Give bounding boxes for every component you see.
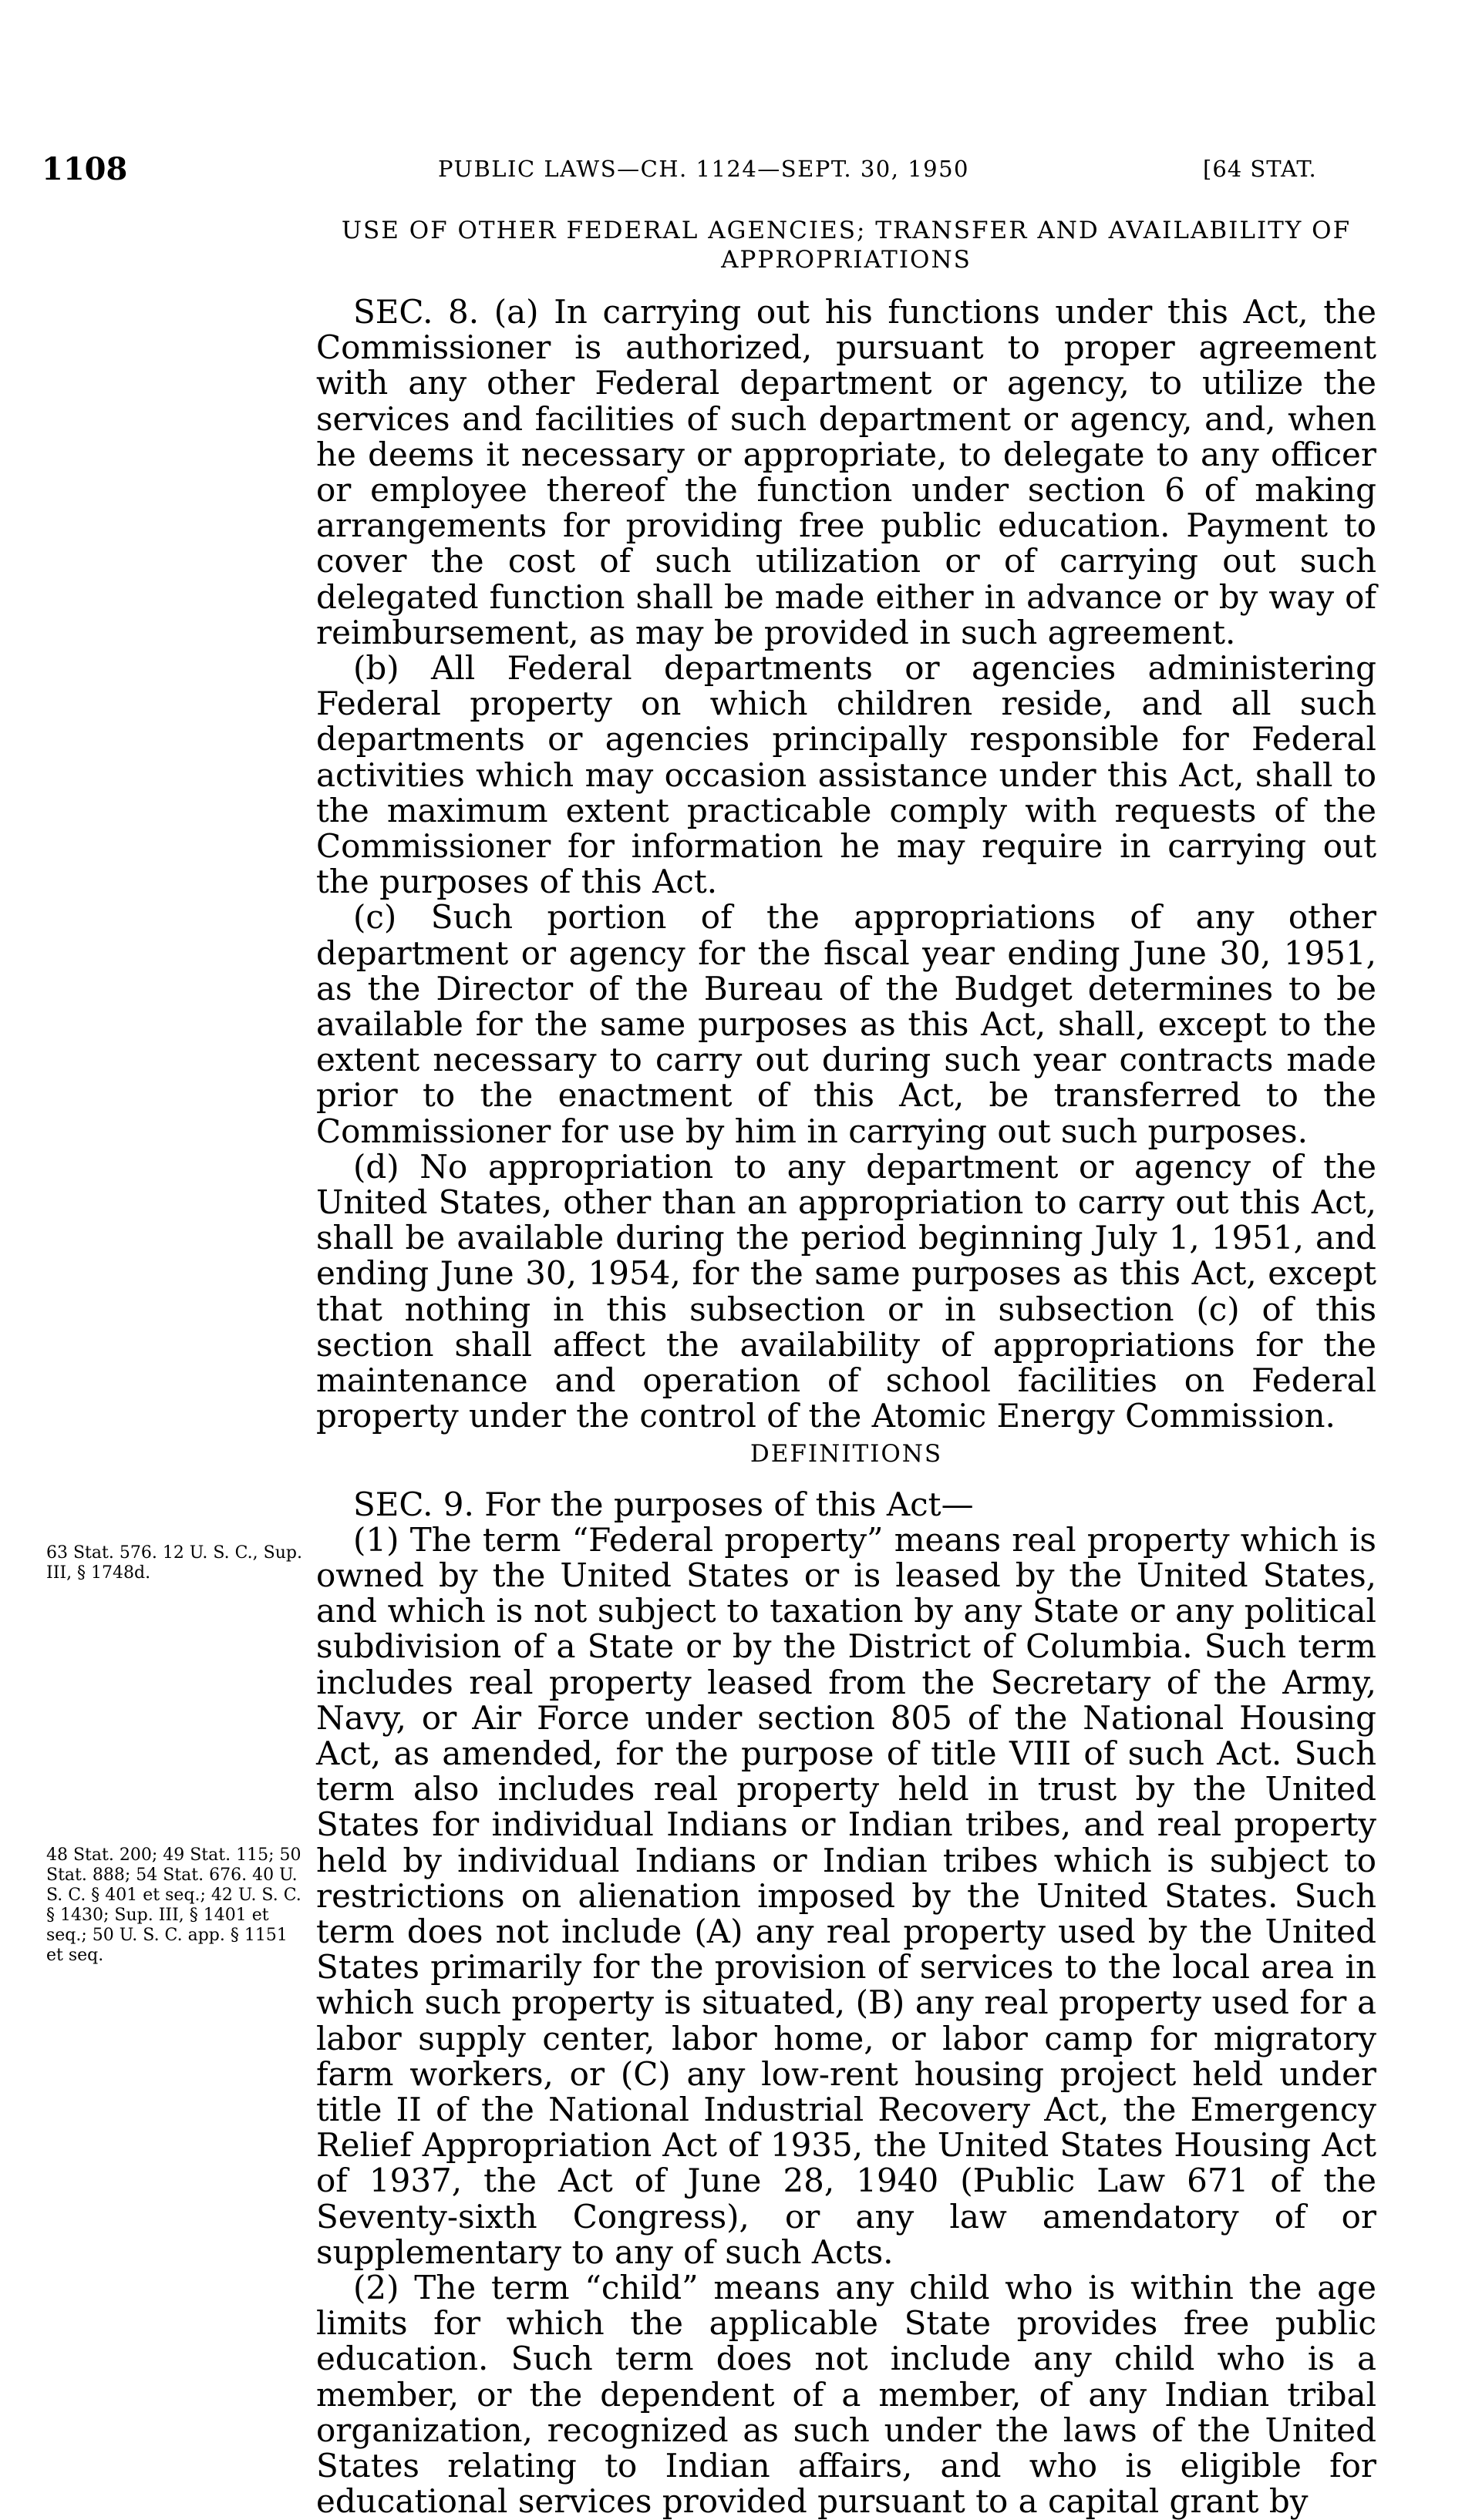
- sec9-definition-child: (2) The term “child” means any child who is within the age limits for which the applicable State provides free public education. Such term does not include any child who is a member, or the dependent of a member, of any Indian tribal organization, recognized as such under the laws of the United States relating to Indian affairs, and who is eligible for educational services provided pursuant to a capital grant by: [316, 2268, 1376, 2520]
- sec9-definition-federal-property: (1) The term “Federal property” means real property which is owned by the United States or is leased by the United States, and which is not subject to taxation by any State or any political subdivision of a State or by the District of Columbia. Such term includes real property leased from the Secretary of the Army, Navy, or Air Force under section 805 of the National Housing Act, as amended, for the purpose of title VIII of such Act. Such term also includes real property held in trust by the United States for individual Indians or Indian tribes, and real property held by individual Indians or Indian tribes which is subject to restrictions on alienation imposed by the United States. Such term does not include (A) any real property used by the United States primarily for the provision of services to the local area in which such property is situated, (B) any real property used for a labor supply center, labor home, or labor camp for migratory farm workers, or (C) any low-rent housing project held under title II of the National Industrial Recovery Act, the Emergency Relief Appropriation Act of 1935, the United States Housing Act of 1937, the Act of June 28, 1940 (Public Law 671 of the Seventy-sixth Congress), or any law amendatory of or supplementary to any of such Acts.: [316, 1520, 1376, 2271]
- sec8-paragraph-c: (c) Such portion of the appropriations of any other department or agency for the fiscal year ending June 30, 1951, as the Director of the Bureau of the Budget determines to be available for the same purposes as this Act, shall, except to the extent necessary to carry out during such year contracts made prior to the enactment of this Act, be transferred to the Commissioner for use by him in carrying out such purposes.: [316, 898, 1376, 1150]
- page-number: 1108: [42, 151, 128, 187]
- section-heading-use-of-other-agencies: USE OF OTHER FEDERAL AGENCIES; TRANSFER AND AVAILABILITY OF APPROPRIATIONS: [341, 217, 1352, 274]
- sec8-paragraph-a: SEC. 8. (a) In carrying out his functions under this Act, the Commissioner is authorized, pursuant to proper agreement with any other Federal department or agency, to utilize the services and facilities of such department or agency, and, when he deems it necessary or appropriate, to delegate to any officer or employee thereof the function under section 6 of making arrangements for providing free public education. Payment to cover the cost of such utilization or of carrying out such delegated function shall be made either in advance or by way of reimbursement, as may be provided in such agreement.: [316, 293, 1376, 651]
- volume-reference: [64 STAT.: [1203, 156, 1317, 182]
- margin-citation-note: 48 Stat. 200; 49 Stat. 115; 50 Stat. 888; 54 Stat. 676. 40 U. S. C. § 401 et seq.; 42 U. S. C. § 1430; Sup. III, § 1401 et seq.; 50 U. S. C. app. § 1151 et seq.: [46, 1845, 301, 1965]
- running-title: PUBLIC LAWS—CH. 1124—SEPT. 30, 1950: [438, 156, 969, 182]
- sec8-paragraph-b: (b) All Federal departments or agencies administering Federal property on which children reside, and all such departments or agencies principally responsible for Federal activities which may occasion assistance under this Act, shall to the maximum extent practicable comply with requests of the Commissioner for information he may require in carrying out the purposes of this Act.: [316, 649, 1376, 901]
- sec9-intro: SEC. 9. For the purposes of this Act—: [353, 1485, 974, 1523]
- margin-citation-note: 63 Stat. 576. 12 U. S. C., Sup. III, § 1748d.: [46, 1543, 302, 1583]
- running-head: [42, 151, 1383, 197]
- section-heading-definitions: DEFINITIONS: [749, 1439, 943, 1468]
- body-text-column: [316, 216, 1376, 2519]
- sec8-paragraph-d: (d) No appropriation to any department or agency of the United States, other than an appropriation to carry out this Act, shall be available during the period beginning July 1, 1951, and ending June 30, 1954, for the same purposes as this Act, except that nothing in this subsection or in subsection (c) of this section shall affect the availability of appropriations for the maintenance and operation of school facilities on Federal property under the control of the Atomic Energy Commission.: [316, 1147, 1376, 1435]
